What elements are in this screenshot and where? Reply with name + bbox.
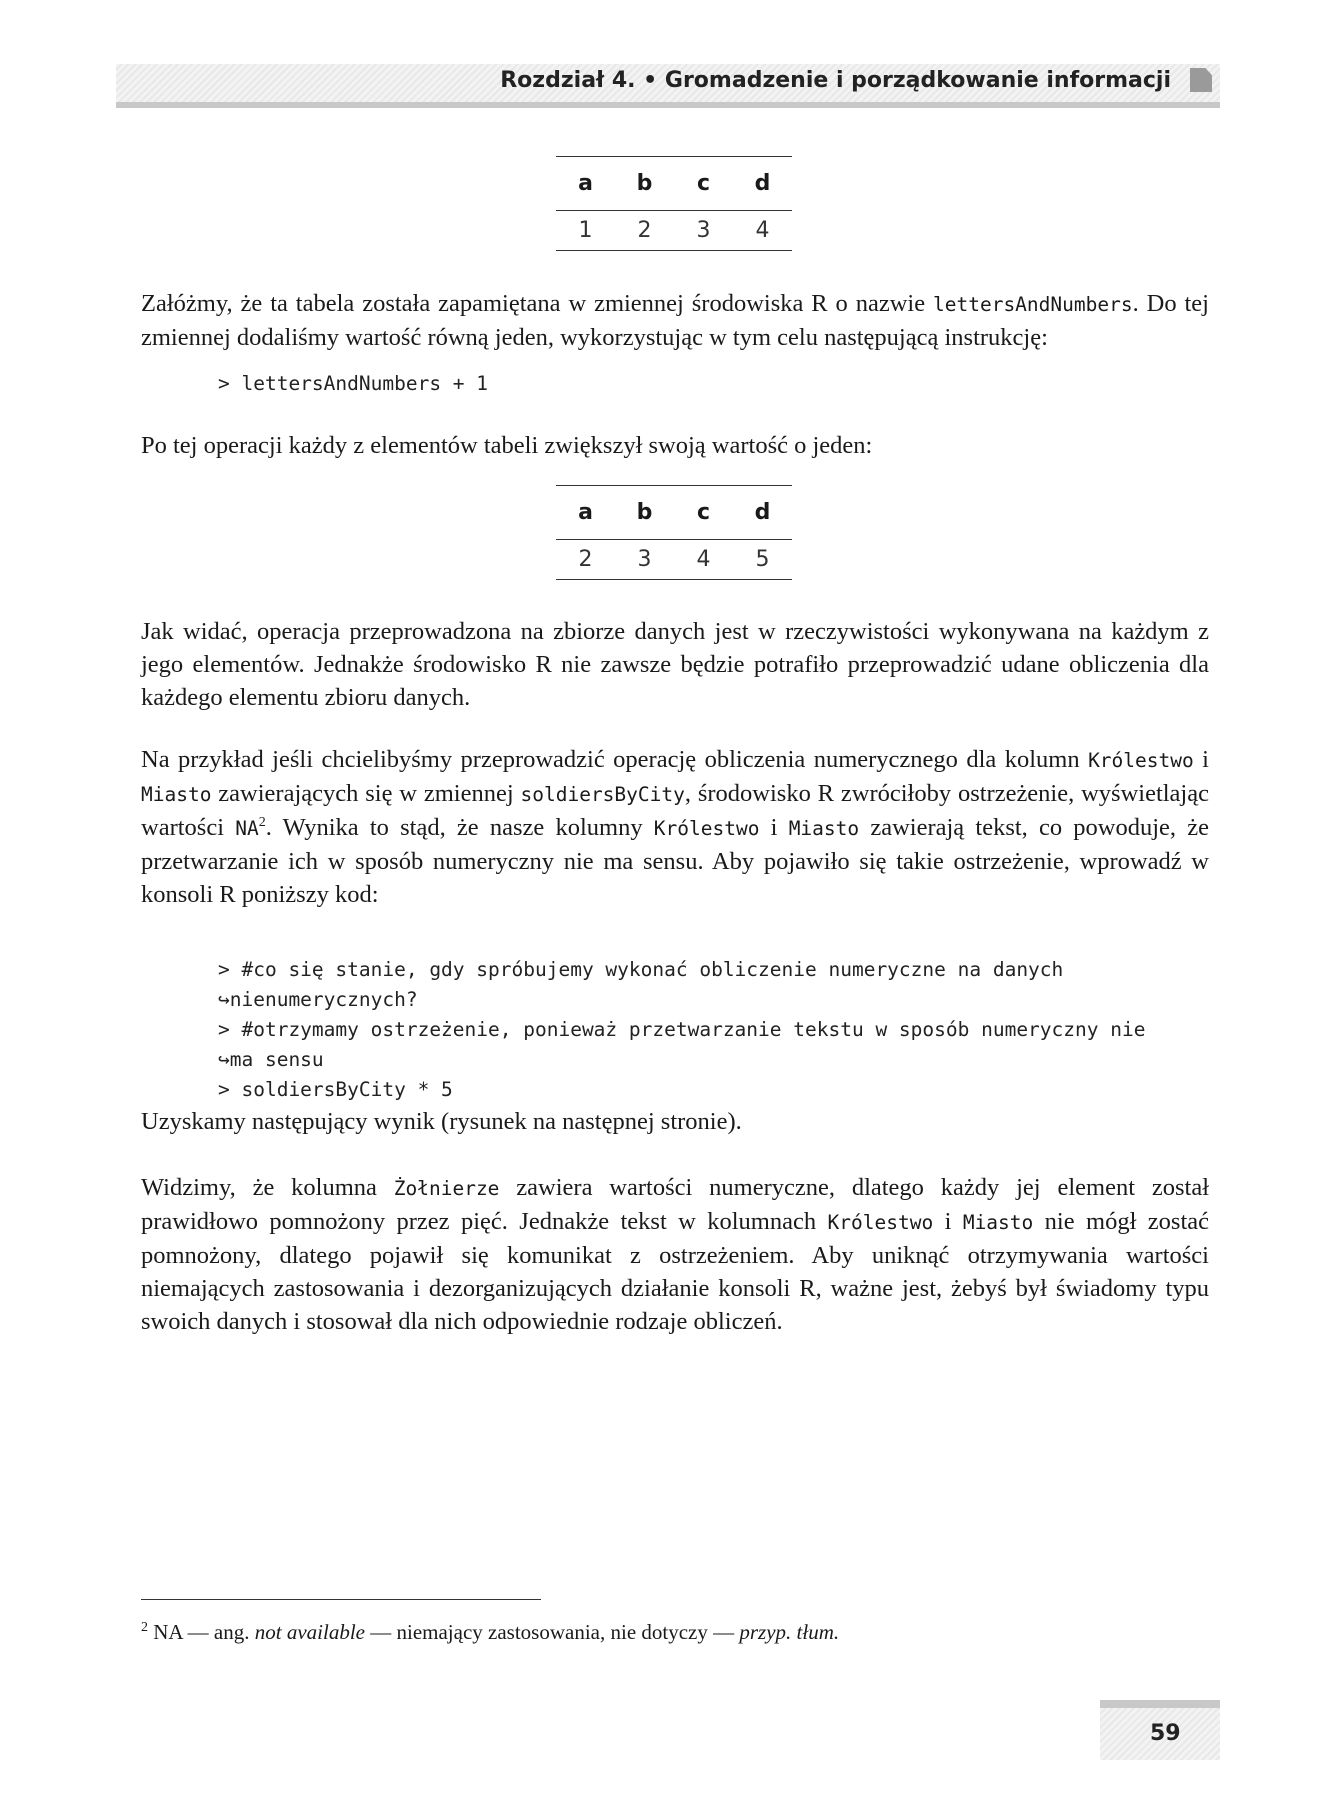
text: i bbox=[759, 814, 789, 841]
text: i bbox=[1193, 746, 1209, 773]
header-rule bbox=[116, 102, 1220, 108]
text: Na przykład jeśli chcielibyśmy przeprowadzić operację obliczenia numerycznego dla kolumn bbox=[141, 746, 1089, 773]
paragraph-4 bbox=[141, 743, 1209, 911]
table-row bbox=[556, 540, 792, 580]
table-header-cell: d bbox=[733, 486, 792, 540]
table-header-cell: b bbox=[615, 157, 674, 211]
text: NA — ang. bbox=[148, 1620, 255, 1644]
text: Załóżmy, że ta tabela została zapamiętana w zmiennej środowiska R o nazwie bbox=[141, 290, 933, 317]
code-line: ↪ma sensu bbox=[218, 1048, 324, 1071]
inline-code: NA bbox=[235, 817, 259, 840]
code-line: > soldiersByCity * 5 bbox=[218, 1078, 453, 1101]
table-row bbox=[556, 211, 792, 251]
italic-text: not available bbox=[254, 1620, 365, 1644]
paragraph-3: Jak widać, operacja przeprowadzona na zbiorze danych jest w rzeczywistości wykonywana na każdym z jego elementów. Jednakże środowisko R nie zawsze będzie potrafiło przeprowadzić udane obliczenia dla każdego elementu zbioru danych. bbox=[141, 618, 1209, 711]
text: . Do tej zmiennej dodaliśmy wartość równą jeden, wykorzystując w tym celu następującą instrukcję: bbox=[141, 290, 1209, 351]
table-cell: 4 bbox=[755, 218, 770, 243]
text: nie mógł zostać pomnożony, dlatego pojawił się komunikat z ostrzeżeniem. Aby uniknąć otrzymywania wartości niemających zastosowania i dezorganizujących działanie konsoli R, ważne jest, żebyś był świadomy typu swoich danych i stosował dla nich odpowiednie rodzaje obliczeń. bbox=[141, 1208, 1210, 1335]
inline-code: Królestwo bbox=[1088, 749, 1194, 772]
table-header-cell: c bbox=[674, 157, 733, 211]
text: Widzimy, że kolumna bbox=[141, 1174, 394, 1201]
paragraph-5: Uzyskamy następujący wynik (rysunek na następnej stronie). bbox=[141, 1108, 742, 1135]
inline-code: Miasto bbox=[141, 783, 212, 806]
text: zawiera wartości numeryczne, dlatego każdy jej element został prawidłowo pomnożony przez pięć. Jednakże tekst w kolumnach bbox=[141, 1174, 1210, 1235]
inline-code: Miasto bbox=[962, 1211, 1034, 1234]
code-line: ↪nienumerycznych? bbox=[218, 988, 418, 1011]
footer-rule bbox=[1100, 1700, 1220, 1708]
footnote-rule bbox=[141, 1599, 541, 1600]
footnote-ref: 2 bbox=[258, 814, 266, 830]
text: , środowisko R zwróciłoby ostrzeżenie, wyświetlając wartości bbox=[141, 780, 1209, 841]
table-cell: 2 bbox=[578, 547, 593, 572]
footnote-number: 2 bbox=[141, 1620, 148, 1635]
incremented-table bbox=[556, 485, 792, 580]
footnote bbox=[141, 1618, 839, 1646]
table-header-cell: a bbox=[556, 157, 615, 211]
code-line: > #otrzymamy ostrzeżenie, ponieważ przetwarzanie tekstu w sposób numeryczny nie bbox=[218, 1018, 1146, 1041]
code-block-2 bbox=[218, 925, 1145, 1135]
text: . Wynika to stąd, że nasze kolumny bbox=[265, 814, 654, 841]
table-header-row bbox=[556, 157, 792, 211]
italic-text: przyp. tłum. bbox=[739, 1620, 840, 1644]
header-tab-marker bbox=[1190, 68, 1212, 92]
table-header-cell: a bbox=[556, 486, 615, 540]
paragraph-6 bbox=[141, 1171, 1209, 1338]
table-header-cell: b bbox=[615, 486, 674, 540]
inline-code: Królestwo bbox=[827, 1211, 934, 1234]
inline-code: Królestwo bbox=[653, 817, 760, 840]
code-block-1: > lettersAndNumbers + 1 bbox=[218, 372, 489, 395]
inline-code: soldiersByCity bbox=[520, 783, 685, 806]
paragraph-2: Po tej operacji każdy z elementów tabeli zwiększył swoją wartość o jeden: bbox=[141, 432, 873, 459]
inline-code: Miasto bbox=[788, 817, 860, 840]
paragraph-1 bbox=[141, 287, 1209, 354]
code-line: > #co się stanie, gdy spróbujemy wykonać obliczenie numeryczne na danych bbox=[218, 958, 1064, 981]
page-number: 59 bbox=[1150, 1721, 1181, 1746]
inline-code: Żołnierze bbox=[393, 1177, 500, 1200]
table-cell: 1 bbox=[578, 218, 593, 243]
table-header-row bbox=[556, 486, 792, 540]
table-cell: 2 bbox=[637, 218, 652, 243]
text: zawierających się w zmiennej bbox=[211, 780, 521, 807]
running-header-title: Rozdział 4. • Gromadzenie i porządkowanie informacji bbox=[500, 68, 1171, 93]
table-cell: 5 bbox=[755, 547, 770, 572]
text: — niemający zastosowania, nie dotyczy — bbox=[364, 1620, 740, 1644]
table-cell: 3 bbox=[637, 547, 652, 572]
table-cell: 4 bbox=[696, 547, 711, 572]
table-cell: 3 bbox=[696, 218, 711, 243]
text: i bbox=[933, 1208, 963, 1235]
table-header-cell: c bbox=[674, 486, 733, 540]
letters-numbers-table bbox=[556, 156, 792, 251]
inline-code: lettersAndNumbers bbox=[933, 293, 1133, 316]
text: zawierają tekst, co powoduje, że przetwarzanie ich w sposób numeryczny nie ma sensu. Aby pojawiło się takie ostrzeżenie, wprowadź w konsoli R poniższy kod: bbox=[141, 814, 1210, 908]
table-header-cell: d bbox=[733, 157, 792, 211]
